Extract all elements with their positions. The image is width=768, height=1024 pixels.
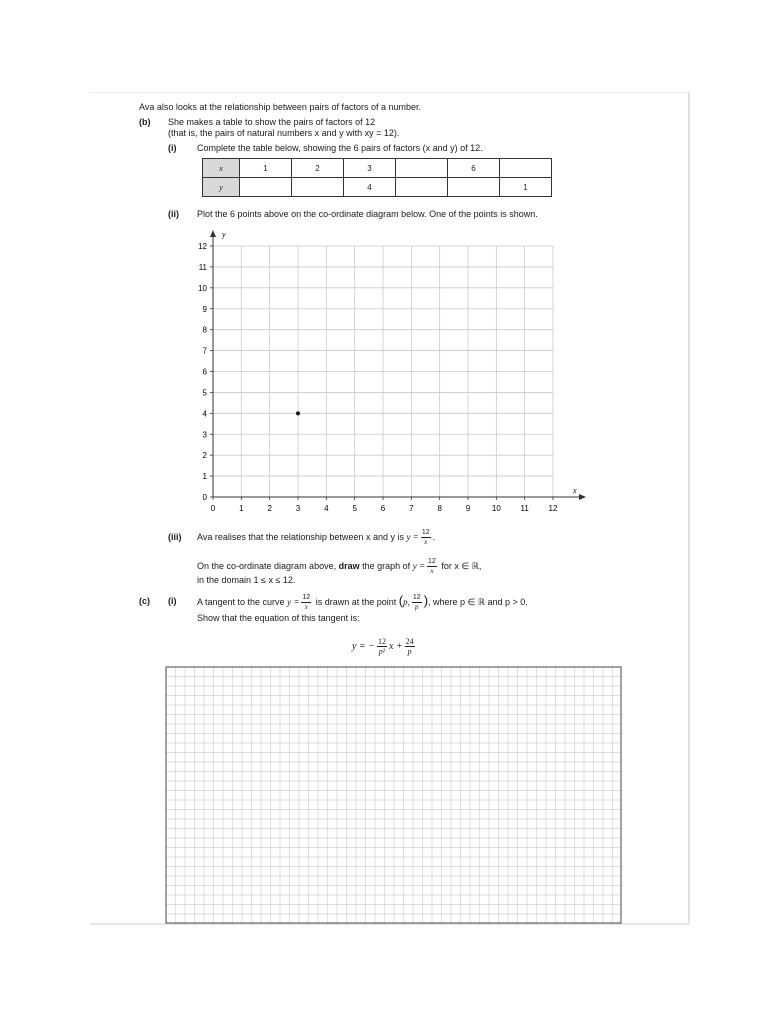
table-cell[interactable]: 2	[292, 159, 344, 178]
y-tick-label: 8	[202, 325, 207, 335]
iii-eq1-lhs: y =	[406, 532, 419, 542]
tangent-mid: x +	[388, 640, 403, 652]
iii-eq2-fraction	[427, 558, 437, 575]
part-b-line2: (that is, the pairs of natural numbers x and y with xy = 12).	[168, 128, 400, 138]
fraction-numerator: 12	[377, 637, 386, 646]
part-b-ii-text: Plot the 6 points above on the co-ordinate diagram below. One of the points is shown.	[197, 209, 538, 219]
y-tick-label: 9	[202, 304, 207, 314]
answer-grid	[166, 667, 621, 923]
y-tick-label: 2	[202, 451, 207, 461]
part-b-iii-line1: Ava realises that the relationship between x and y is y = $\frac{12}{x}$ .	[197, 529, 436, 547]
fraction-numerator: 12	[421, 529, 430, 537]
open-paren: (	[398, 593, 404, 608]
y-tick-label: 6	[202, 367, 207, 377]
y-tick-label: 11	[198, 262, 207, 272]
c-eq-lhs: y =	[287, 597, 300, 607]
fraction-denominator: x	[430, 567, 434, 576]
data-points	[296, 411, 300, 415]
y-tick-label: 5	[202, 388, 207, 398]
x-tick-label: 9	[465, 504, 471, 513]
fraction-numerator: 12	[302, 594, 311, 602]
part-b-line1: She makes a table to show the pairs of factors of 12	[168, 117, 376, 127]
y-tick-label: 4	[202, 409, 207, 419]
x-tick-label: 12	[548, 504, 558, 513]
tangent-fraction-1	[377, 637, 387, 656]
x-tick-label: 11	[520, 504, 529, 513]
part-b-i-label: (i)	[168, 143, 177, 153]
table-header-y: y	[203, 178, 240, 197]
part-b-label: (b)	[139, 117, 151, 127]
x-tick-label: 3	[295, 504, 301, 513]
y-tick-label: 10	[198, 283, 207, 293]
x-tick-label: 1	[239, 504, 244, 513]
tangent-fraction-2	[405, 637, 415, 656]
x-tick-label: 2	[267, 504, 272, 513]
y-tick-label: 7	[202, 346, 207, 356]
table-cell[interactable]: 1	[240, 159, 292, 178]
y-tick-label: 0	[202, 493, 207, 502]
y-tick-label: 1	[202, 472, 207, 482]
part-b-iii-label: (iii)	[168, 532, 182, 542]
y-tick-label: 12	[198, 242, 207, 251]
c-point-fraction	[412, 594, 422, 611]
x-tick-label: 4	[324, 504, 329, 513]
c-text1b: is drawn at the point	[315, 597, 397, 607]
y-axis-arrow	[210, 230, 216, 237]
table-cell[interactable]: 6	[448, 159, 500, 178]
intro-text: Ava also looks at the relationship between pairs of factors of a number.	[139, 102, 421, 112]
table-cell[interactable]: 3	[344, 159, 396, 178]
close-paren: )	[423, 593, 429, 608]
c-text1a: A tangent to the curve	[197, 597, 285, 607]
iii-text2a: On the co-ordinate diagram above,	[197, 561, 337, 571]
table-cell[interactable]: 4	[344, 178, 396, 197]
answer-box-border	[166, 667, 621, 923]
y-tick-label: 3	[202, 430, 207, 440]
iii-text2b: draw	[338, 561, 360, 571]
x-axis-arrow	[579, 494, 586, 500]
part-b-i-text: Complete the table below, showing the 6 pairs of factors (x and y) of 12.	[197, 143, 483, 153]
fraction-denominator: p	[407, 647, 412, 656]
part-c-i-label: (i)	[168, 596, 177, 606]
iii-eq1-fraction	[421, 529, 431, 546]
iii-eq2-lhs: y =	[412, 561, 426, 571]
data-point	[296, 411, 300, 415]
c-eq-fraction	[301, 594, 311, 611]
fraction-denominator: p²	[378, 647, 386, 656]
c-point-p: p,	[403, 597, 410, 607]
part-b-iii-line2	[197, 556, 481, 576]
x-tick-label: 7	[409, 504, 414, 513]
x-axis-label: x	[573, 486, 577, 495]
x-tick-label: 8	[437, 504, 442, 513]
fraction-numerator: 12	[428, 558, 436, 566]
part-b-iii-line3: in the domain 1 ≤ x ≤ 12.	[197, 575, 296, 585]
part-c-line1	[197, 591, 528, 612]
x-tick-label: 6	[380, 504, 386, 513]
tick-labels	[198, 242, 558, 513]
x-tick-label: 10	[491, 504, 501, 513]
iii-text1: Ava realises that the relationship between x and y is	[197, 532, 404, 542]
part-c-label: (c)	[139, 596, 150, 606]
x-tick-label: 0	[210, 504, 216, 513]
tangent-lhs: y = −	[352, 640, 375, 652]
grid-layer	[213, 246, 553, 497]
table-cell[interactable]: 1	[500, 178, 552, 197]
x-tick-label: 5	[352, 504, 357, 513]
fraction-denominator: x	[304, 603, 308, 612]
part-b-ii-label: (ii)	[168, 209, 179, 219]
axes-layer	[210, 230, 586, 500]
tangent-equation	[352, 637, 417, 656]
iii-text2c: the graph of	[362, 561, 411, 571]
part-c-line2: Show that the equation of this tangent is:	[197, 613, 360, 623]
c-text1c: , where p ∈ ℝ and p > 0.	[428, 597, 528, 607]
fraction-numerator: 24	[405, 637, 414, 646]
table-header-x: x	[203, 159, 240, 178]
y-axis-label: y	[222, 230, 226, 239]
fraction-numerator: 12	[412, 594, 421, 602]
fraction-denominator: p	[415, 603, 419, 612]
iii-text2d: for x ∈ ℝ,	[441, 561, 482, 571]
fraction-denominator: x	[424, 538, 428, 547]
